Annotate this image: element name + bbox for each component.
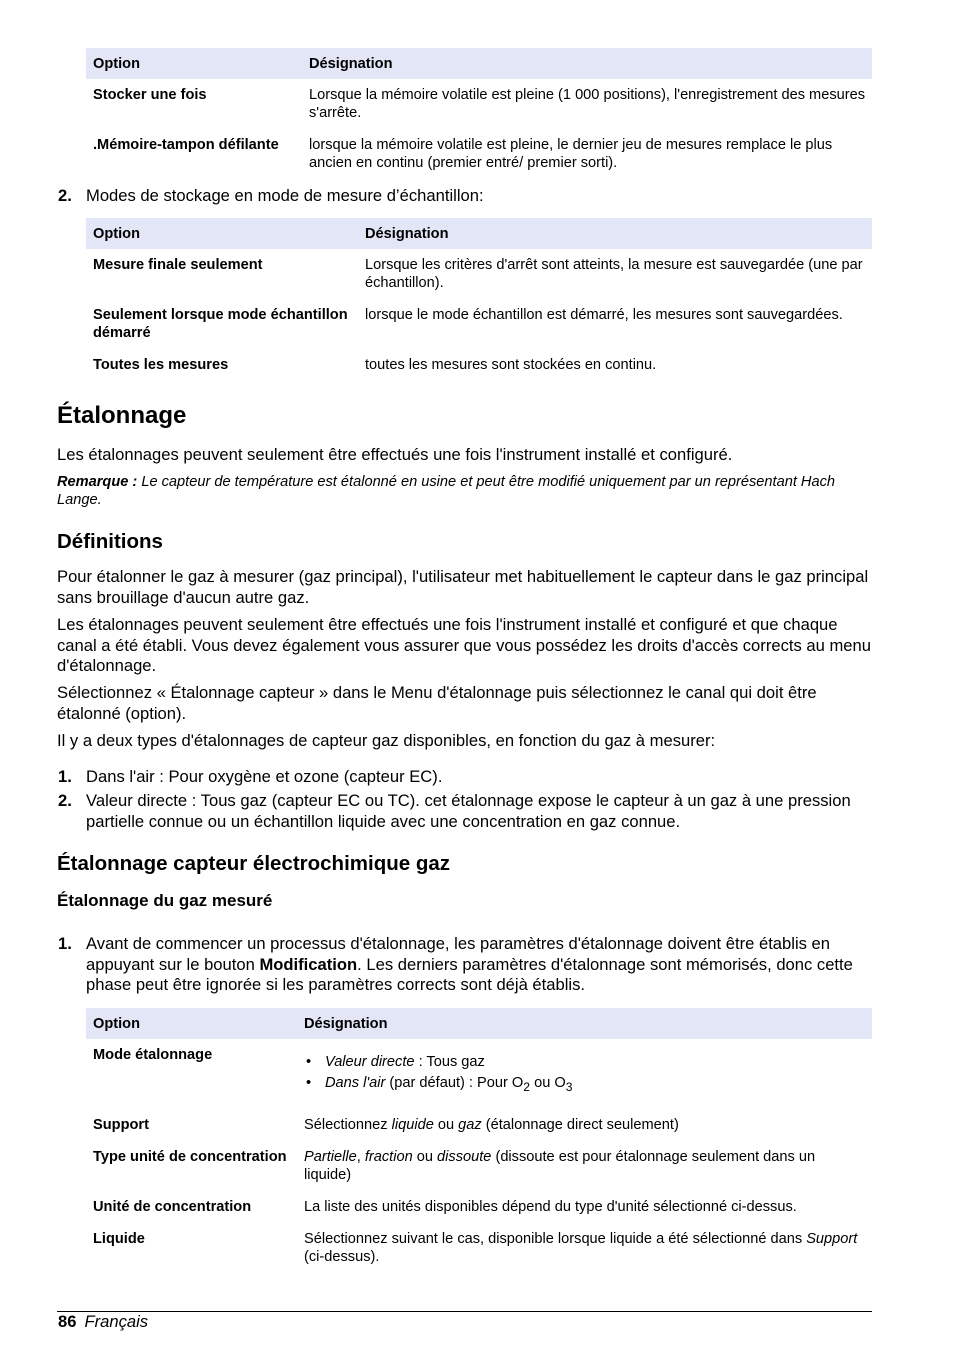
definitions-title: Définitions xyxy=(57,530,163,553)
italic-term: liquide xyxy=(391,1116,434,1133)
designation-cell xyxy=(297,1223,872,1273)
storage-options-table xyxy=(86,48,872,179)
ec-section-title: Étalonnage capteur électrochimique gaz xyxy=(57,852,451,875)
note xyxy=(57,473,872,509)
table-row xyxy=(86,129,872,179)
mode-desc: : Tous gaz xyxy=(414,1054,485,1070)
mode-name: Valeur directe xyxy=(325,1054,415,1070)
page-footer xyxy=(58,1312,148,1332)
paragraph: Sélectionnez « Étalonnage capteur » dans le Menu d'étalonnage puis sélectionnez le canal qui doit être étalonné (option). xyxy=(57,683,817,723)
designation-cell xyxy=(297,1141,872,1191)
step-number: 2. xyxy=(58,186,72,205)
option-cell: Toutes les mesures xyxy=(93,357,229,373)
step-number: 1. xyxy=(58,934,72,953)
table-row xyxy=(86,1039,872,1109)
table-row xyxy=(86,1191,872,1223)
table-header-row xyxy=(86,218,872,249)
designation-cell: La liste des unités disponibles dépend du type d'unité sélectionné ci-dessus. xyxy=(304,1198,797,1215)
text: ou xyxy=(433,1116,459,1133)
list-number: 2. xyxy=(58,791,72,810)
designation-cell: toutes les mesures sont stockées en continu. xyxy=(365,357,657,373)
column-header-option: Option xyxy=(86,218,358,249)
step-text-part: Avant de commencer un processus d'étalonnage, les paramètres d'étalonnage doivent être établis en appuyant sur le bouton xyxy=(86,934,830,974)
text: (étalonnage direct seulement) xyxy=(481,1116,679,1133)
text: , xyxy=(356,1148,365,1165)
table-row xyxy=(86,349,872,381)
designation-cell: lorsque la mémoire volatile est pleine, le dernier jeu de mesures remplace le plus ancien en continu (premier entré/ premier sorti). xyxy=(309,137,833,171)
subscript: 3 xyxy=(565,1079,573,1094)
ec-subsection-title: Étalonnage du gaz mesuré xyxy=(57,891,273,910)
table-header-row xyxy=(86,48,872,79)
calibration-parameters-table xyxy=(86,1008,872,1273)
text: ou xyxy=(412,1148,438,1165)
footer-language: Français xyxy=(84,1312,149,1331)
option-cell: Liquide xyxy=(93,1230,145,1247)
list-item xyxy=(304,1073,865,1098)
step-text-part: . Les derniers paramètres d'étalonnage sont mémorisés, donc cette phase peut être ignorée si les paramètres corrects sont déjà établis. xyxy=(86,954,853,994)
mode-desc: (par défaut) : Pour O xyxy=(385,1075,524,1091)
text: (ci-dessus). xyxy=(304,1248,380,1265)
option-cell: Unité de concentration xyxy=(93,1198,252,1215)
designation-cell: Lorsque la mémoire volatile est pleine (1 000 positions), l'enregistrement des mesures s'arrête. xyxy=(309,87,866,121)
column-header-designation: Désignation xyxy=(358,218,872,249)
table-row xyxy=(86,1223,872,1273)
designation-cell xyxy=(297,1039,872,1109)
text: (dissoute est pour étalonnage seulement dans un liquide) xyxy=(304,1148,816,1183)
note-text: Le capteur de température est étalonné en usine et peut être modifié uniquement par un représentant Hach Lange. xyxy=(57,474,836,508)
list-number: 1. xyxy=(58,767,72,786)
mode-desc: ou O xyxy=(530,1075,566,1091)
intro-paragraph: Les étalonnages peuvent seulement être effectués une fois l'instrument installé et configuré. xyxy=(57,445,733,464)
paragraph: Les étalonnages peuvent seulement être effectués une fois l'instrument installé et configuré et que chaque canal a été établi. Vous devez également vous assurer que vous possédez les droits d'accès corrects au menu d'étalonnage. xyxy=(57,615,871,675)
list-item: Valeur directe : Tous gaz (capteur EC ou TC). cet étalonnage expose le capteur à un gaz à une pression partielle connue ou un échantillon liquide avec une concentration en gaz connue. xyxy=(86,791,851,831)
mode-name: Dans l'air xyxy=(325,1075,386,1091)
table-row xyxy=(86,249,872,299)
option-cell: Mode étalonnage xyxy=(93,1047,213,1063)
list-item: Dans l'air : Pour oxygène et ozone (capteur EC). xyxy=(86,767,443,786)
option-cell: .Mémoire-tampon défilante xyxy=(93,137,279,153)
column-header-designation: Désignation xyxy=(297,1008,872,1039)
page-number: 86 xyxy=(58,1312,77,1331)
table-row xyxy=(86,1141,872,1191)
italic-term: dissoute xyxy=(437,1148,492,1165)
list-item xyxy=(304,1052,865,1073)
paragraph: Il y a deux types d'étalonnages de capteur gaz disponibles, en fonction du gaz à mesurer: xyxy=(57,731,716,750)
designation-cell xyxy=(297,1109,872,1141)
designation-cell: Lorsque les critères d'arrêt sont atteints, la mesure est sauvegardée (une par échantillon). xyxy=(365,257,863,291)
table-header-row xyxy=(86,1008,872,1039)
mode-list xyxy=(304,1052,865,1098)
section-title: Étalonnage xyxy=(57,402,187,429)
italic-term: Partielle xyxy=(304,1148,357,1165)
italic-term: fraction xyxy=(364,1148,413,1165)
footer-rule xyxy=(57,1311,872,1312)
sample-storage-table xyxy=(86,218,872,381)
modification-button-label: Modification xyxy=(259,954,358,974)
subscript: 2 xyxy=(523,1079,531,1094)
column-header-option: Option xyxy=(86,1008,297,1039)
column-header-option: Option xyxy=(86,48,302,79)
table-row xyxy=(86,79,872,129)
text: Sélectionnez suivant le cas, disponible lorsque liquide a été sélectionné dans xyxy=(304,1230,807,1247)
designation-cell: lorsque le mode échantillon est démarré, les mesures sont sauvegardées. xyxy=(365,307,843,323)
text: Sélectionnez xyxy=(304,1116,392,1133)
option-cell: Seulement lorsque mode échantillon démarré xyxy=(93,307,348,341)
option-cell: Type unité de concentration xyxy=(93,1148,287,1165)
paragraph: Pour étalonner le gaz à mesurer (gaz principal), l'utilisateur met habituellement le capteur dans le gaz principal sans brouillage d'aucun autre gaz. xyxy=(57,567,869,607)
step-text: Modes de stockage en mode de mesure d’échantillon: xyxy=(86,186,484,205)
option-cell: Mesure finale seulement xyxy=(93,257,263,273)
table-row xyxy=(86,1109,872,1141)
italic-term: gaz xyxy=(458,1116,482,1133)
italic-term: Support xyxy=(806,1230,858,1247)
step-text xyxy=(86,934,872,996)
option-cell: Support xyxy=(93,1116,149,1133)
column-header-designation: Désignation xyxy=(302,48,872,79)
option-cell: Stocker une fois xyxy=(93,87,207,103)
table-row xyxy=(86,299,872,349)
note-label: Remarque : xyxy=(57,474,138,490)
